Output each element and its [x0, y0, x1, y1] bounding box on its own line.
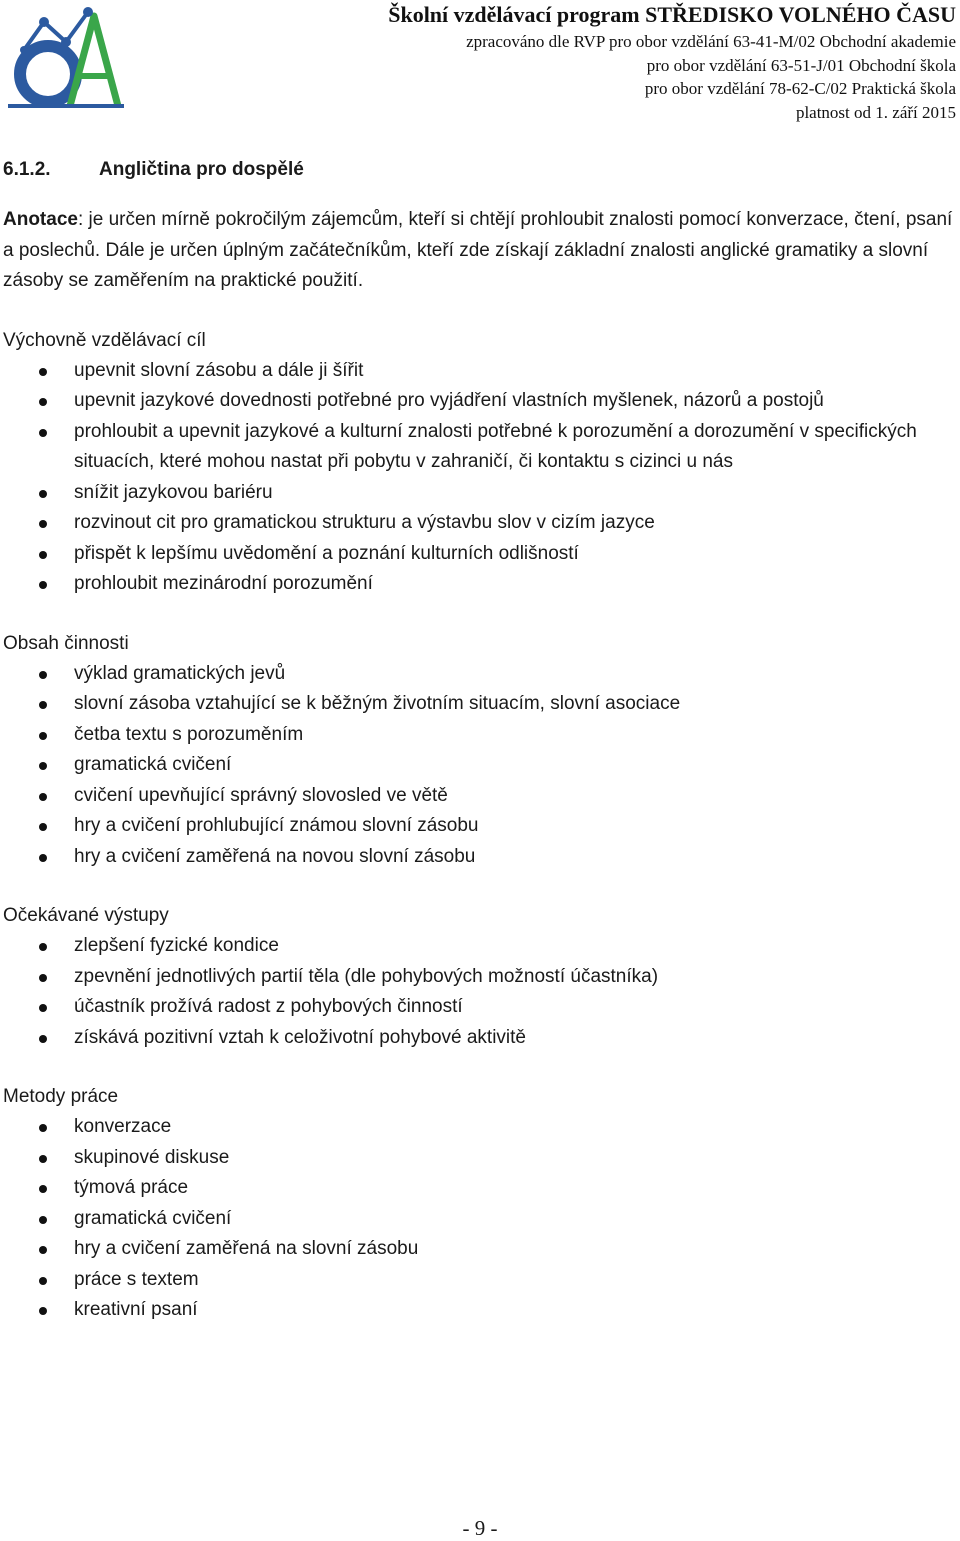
- list-item: upevnit slovní zásobu a dále ji šířit: [3, 356, 953, 387]
- list-item: hry a cvičení zaměřená na novou slovní zásobu: [3, 842, 953, 873]
- bullet-icon: [39, 1004, 47, 1012]
- bullet-icon: [39, 1155, 47, 1163]
- bullet-icon: [39, 943, 47, 951]
- bullet-icon: [39, 368, 47, 376]
- bullet-icon: [39, 732, 47, 740]
- list-item: hry a cvičení prohlubující známou slovní zásobu: [3, 811, 953, 842]
- document-body: [3, 155, 953, 1326]
- list-item: snížit jazykovou bariéru: [3, 478, 953, 509]
- block-educational-goals: [3, 325, 953, 600]
- list-item: hry a cvičení zaměřená na slovní zásobu: [3, 1234, 953, 1265]
- school-logo-icon: [4, 2, 128, 110]
- list-item: rozvinout cit pro gramatickou strukturu a výstavbu slov v cizím jazyce: [3, 508, 953, 539]
- bullet-icon: [39, 520, 47, 528]
- bullet-icon: [39, 793, 47, 801]
- page-header: [0, 0, 960, 125]
- annotation-text: : je určen mírně pokročilým zájemcům, kteří si chtějí prohloubit znalosti pomocí konverzace, čtení, psaní a poslechů. Dále je určen úplným začátečníkům, kteří zde získají základní znalosti anglické gramatiky a slovní zásoby se zaměřením na praktické použití.: [3, 209, 953, 291]
- list-item: zpevnění jednotlivých partií těla (dle pohybových možností účastníka): [3, 962, 953, 993]
- block-title: Výchovně vzdělávací cíl: [3, 329, 206, 351]
- list-item: získává pozitivní vztah k celoživotní pohybové aktivitě: [3, 1023, 953, 1054]
- annotation-label: Anotace: [3, 209, 78, 230]
- bullet-list: [3, 356, 953, 600]
- list-item: četba textu s porozuměním: [3, 720, 953, 751]
- bullet-icon: [39, 1035, 47, 1043]
- list-item: kreativní psaní: [3, 1295, 953, 1326]
- annotation-paragraph: [3, 205, 953, 297]
- bullet-icon: [39, 398, 47, 406]
- program-title: Školní vzdělávací program STŘEDISKO VOLNÉHO ČASU: [388, 2, 956, 27]
- bullet-icon: [39, 854, 47, 862]
- list-item: upevnit jazykové dovednosti potřebné pro vyjádření vlastních myšlenek, názorů a postojů: [3, 386, 953, 417]
- bullet-icon: [39, 1307, 47, 1315]
- block-title: Očekávané výstupy: [3, 905, 169, 926]
- bullet-icon: [39, 1124, 47, 1132]
- list-item: výklad gramatických jevů: [3, 659, 953, 690]
- section-title: Angličtina pro dospělé: [99, 159, 304, 180]
- bullet-icon: [39, 1246, 47, 1254]
- bullet-icon: [39, 1185, 47, 1193]
- bullet-icon: [39, 701, 47, 709]
- list-item: prohloubit a upevnit jazykové a kulturní znalosti potřebné k porozumění a dorozumění v specifických situacích, které mohou nastat při pobytu v zahraničí, či kontaktu s cizinci u nás: [3, 417, 953, 478]
- list-item: gramatická cvičení: [3, 1204, 953, 1235]
- block-title: Obsah činnosti: [3, 632, 129, 654]
- bullet-icon: [39, 974, 47, 982]
- section-heading: [3, 155, 953, 185]
- block-expected-outcomes: [3, 900, 953, 1053]
- page-number: - 9 -: [462, 1516, 498, 1540]
- list-item: slovní zásoba vztahující se k běžným životním situacím, slovní asociace: [3, 689, 953, 720]
- list-item: účastník prožívá radost z pohybových činností: [3, 992, 953, 1023]
- bullet-icon: [39, 551, 47, 559]
- list-item: prohloubit mezinárodní porozumění: [3, 569, 953, 600]
- list-item: konverzace: [3, 1112, 953, 1143]
- list-item: cvičení upevňující správný slovosled ve větě: [3, 781, 953, 812]
- bullet-list: [3, 931, 953, 1053]
- section-number: 6.1.2.: [3, 159, 51, 180]
- bullet-icon: [39, 1277, 47, 1285]
- list-item: zlepšení fyzické kondice: [3, 931, 953, 962]
- block-activity-content: [3, 628, 953, 873]
- header-text: [388, 2, 956, 124]
- list-item: práce s textem: [3, 1265, 953, 1296]
- bullet-icon: [39, 1216, 47, 1224]
- bullet-icon: [39, 762, 47, 770]
- header-line-validity: platnost od 1. září 2015: [795, 102, 956, 122]
- block-work-methods: [3, 1081, 953, 1326]
- bullet-list: [3, 659, 953, 873]
- bullet-icon: [39, 581, 47, 589]
- bullet-icon: [39, 823, 47, 831]
- bullet-icon: [39, 671, 47, 679]
- list-item: přispět k lepšímu uvědomění a poznání kulturních odlišností: [3, 539, 953, 570]
- header-line-obor-2: pro obor vzdělání 78-62-C/02 Praktická škola: [644, 79, 956, 98]
- bullet-icon: [39, 490, 47, 498]
- header-line-rvp: zpracováno dle RVP pro obor vzdělání 63-41-M/02 Obchodní akademie: [466, 32, 956, 51]
- list-item: skupinové diskuse: [3, 1143, 953, 1174]
- bullet-icon: [39, 429, 47, 437]
- block-title: Metody práce: [3, 1086, 119, 1107]
- bullet-list: [3, 1112, 953, 1326]
- header-line-obor-1: pro obor vzdělání 63-51-J/01 Obchodní škola: [646, 55, 956, 75]
- list-item: týmová práce: [3, 1173, 953, 1204]
- list-item: gramatická cvičení: [3, 750, 953, 781]
